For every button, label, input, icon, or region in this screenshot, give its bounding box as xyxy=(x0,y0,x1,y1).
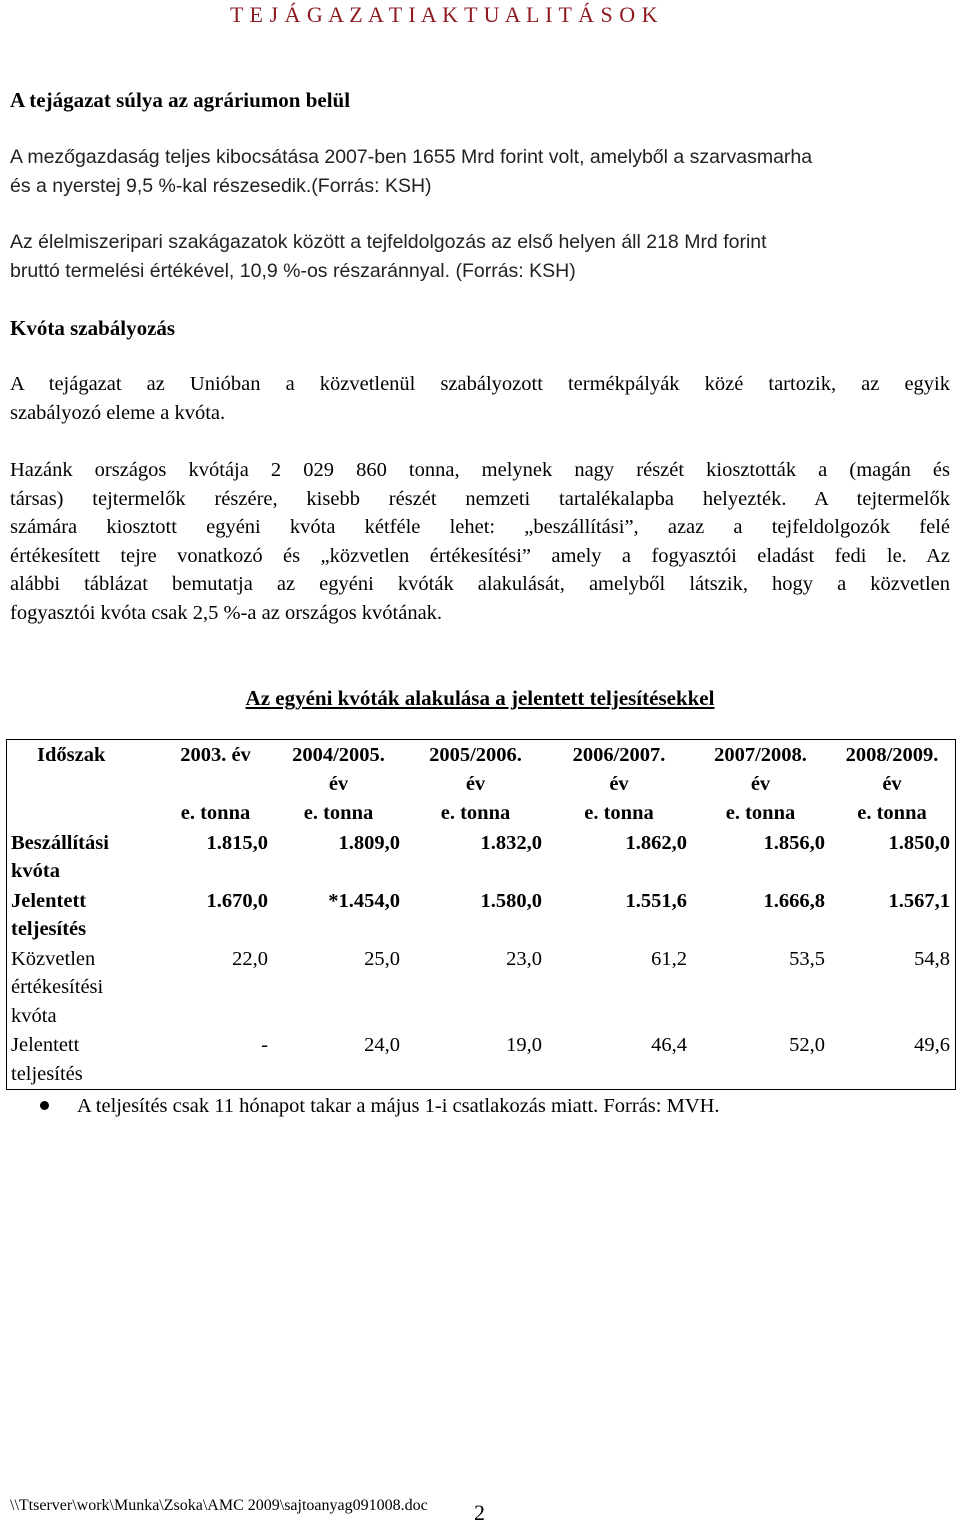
table-cell: 1.815,0 xyxy=(206,831,268,854)
table-cell: 46,4 xyxy=(651,1034,687,1056)
footer-file-path: \\Ttserver\work\Munka\Zsoka\AMC 2009\sajtoanyag091008.doc xyxy=(10,1497,428,1514)
table-cell: 25,0 xyxy=(364,947,400,970)
column-header: 2003. év xyxy=(180,744,251,766)
table-cell: 1.862,0 xyxy=(625,831,687,854)
table-row xyxy=(7,828,955,886)
table-cell: 1.580,0 xyxy=(480,889,542,912)
column-header: 2008/2009. év xyxy=(845,744,939,795)
paragraph-line: szabályozó eleme a kvóta. xyxy=(10,401,226,424)
table-cell: *1.454,0 xyxy=(328,889,400,912)
table-cell: 1.856,0 xyxy=(763,831,825,854)
section-heading-quota: Kvóta szabályozás xyxy=(10,316,176,340)
paragraph-line: Az élelmiszeripari szakágazatok között a tejfeldolgozás az első helyen áll 218 Mrd forint xyxy=(10,231,767,253)
paragraph-line: Hazánk országos kvótája 2 029 860 tonna, melynek nagy részét kiosztották a (magán és xyxy=(10,459,950,481)
table-row xyxy=(7,944,955,1031)
table-border-left xyxy=(6,739,7,1090)
table-cell: 49,6 xyxy=(914,1034,950,1056)
unit-cell: e. tonna xyxy=(440,802,511,824)
table-cell: 22,0 xyxy=(232,947,268,970)
table-cell: 1.666,8 xyxy=(763,889,825,912)
row-label: Közvetlen értékesítési kvóta xyxy=(11,947,104,1027)
table-cell: 19,0 xyxy=(506,1034,542,1056)
table-cell: 1.850,0 xyxy=(888,831,950,854)
page-number: 2 xyxy=(474,1500,485,1525)
paragraph-line: A tejágazat az Unióban a közvetlenül szabályozott termékpályák közé tartozik, az egyik xyxy=(10,373,950,395)
paragraph-line: bruttó termelési értékével, 10,9 %-os részaránnyal. (Forrás: KSH) xyxy=(10,259,576,282)
table-cell: 23,0 xyxy=(506,947,542,970)
unit-cell: e. tonna xyxy=(725,802,796,824)
unit-cell: e. tonna xyxy=(303,802,374,824)
table-row xyxy=(7,1031,955,1089)
table-cell xyxy=(7,799,159,829)
paragraph-quota-regulation xyxy=(10,370,950,427)
table-header-row xyxy=(7,741,955,799)
section-heading-ag-weight: A tejágazat súlya az agráriumon belül xyxy=(10,88,351,112)
unit-cell: e. tonna xyxy=(180,802,251,824)
paragraph-dairy-processing xyxy=(10,228,950,285)
table-unit-row xyxy=(7,799,955,829)
column-header: 2006/2007. év xyxy=(572,744,666,795)
table-cell: 1.551,6 xyxy=(625,889,687,912)
column-header: 2005/2006. év xyxy=(429,744,522,795)
paragraph-line: alábbi táblázat bemutatja az egyéni kvóták alakulását, amelyből látszik, hogy a közvetlen xyxy=(10,573,950,595)
paragraph-line: A mezőgazdaság teljes kibocsátása 2007-ben 1655 Mrd forint volt, amelyből a szarvasmarha xyxy=(10,146,813,168)
paragraph-line: társas) tejtermelők részére, kisebb részét nemzeti tartalékalapba helyezték. A tejtermelők xyxy=(10,487,950,510)
table-border-bottom xyxy=(6,1089,956,1090)
table-cell: 53,5 xyxy=(789,947,825,970)
table-cell: 61,2 xyxy=(651,947,687,970)
document-header-title: T E J Á G A Z A T I A K T U A L I T Á S O K xyxy=(230,2,658,27)
header-period-label: Időszak xyxy=(37,744,106,766)
paragraph-line: értékesített tejre vonatkozó és „közvetlen értékesítési” amely a fogyasztói eladást fedi le. Az xyxy=(10,544,950,567)
paragraph-line: számára kiosztott egyéni kvóta kétféle lehet: „beszállítási”, azaz a tejfeldolgozók felé xyxy=(10,516,950,538)
paragraph-line: és a nyerstej 9,5 %-kal részesedik.(Forrás: KSH) xyxy=(10,174,432,197)
unit-cell: e. tonna xyxy=(857,802,927,824)
bullet-icon xyxy=(40,1101,49,1110)
table-footnote: A teljesítés csak 11 hónapot takar a május 1-i csatlakozás miatt. Forrás: MVH. xyxy=(40,1095,720,1118)
table-border-right xyxy=(955,739,956,1090)
table-cell: 24,0 xyxy=(364,1034,400,1056)
table-cell: 1.670,0 xyxy=(206,889,268,912)
row-label: Jelentett teljesítés xyxy=(11,1034,83,1085)
column-header: 2007/2008. év xyxy=(714,744,807,795)
paragraph-agri-output xyxy=(10,143,950,200)
table-cell: - xyxy=(261,1034,268,1056)
table-row xyxy=(7,886,955,944)
table-title: Az egyéni kvóták alakulása a jelentett teljesítésekkel xyxy=(245,686,715,710)
table-cell: 1.809,0 xyxy=(338,831,400,854)
table-cell: 1.832,0 xyxy=(480,831,542,854)
table-cell: 1.567,1 xyxy=(888,889,950,912)
paragraph-line: fogyasztói kvóta csak 2,5 %-a az országos kvótának. xyxy=(10,601,443,624)
table-cell: 54,8 xyxy=(914,947,950,970)
table-cell: 52,0 xyxy=(789,1034,825,1056)
paragraph-national-quota xyxy=(10,456,950,627)
unit-cell: e. tonna xyxy=(584,802,654,824)
table-border-top xyxy=(6,739,956,740)
column-header: 2004/2005. év xyxy=(292,744,385,795)
quota-table xyxy=(6,740,955,1089)
row-label: Beszállítási kvóta xyxy=(11,831,109,882)
row-label: Jelentett teljesítés xyxy=(11,889,87,940)
